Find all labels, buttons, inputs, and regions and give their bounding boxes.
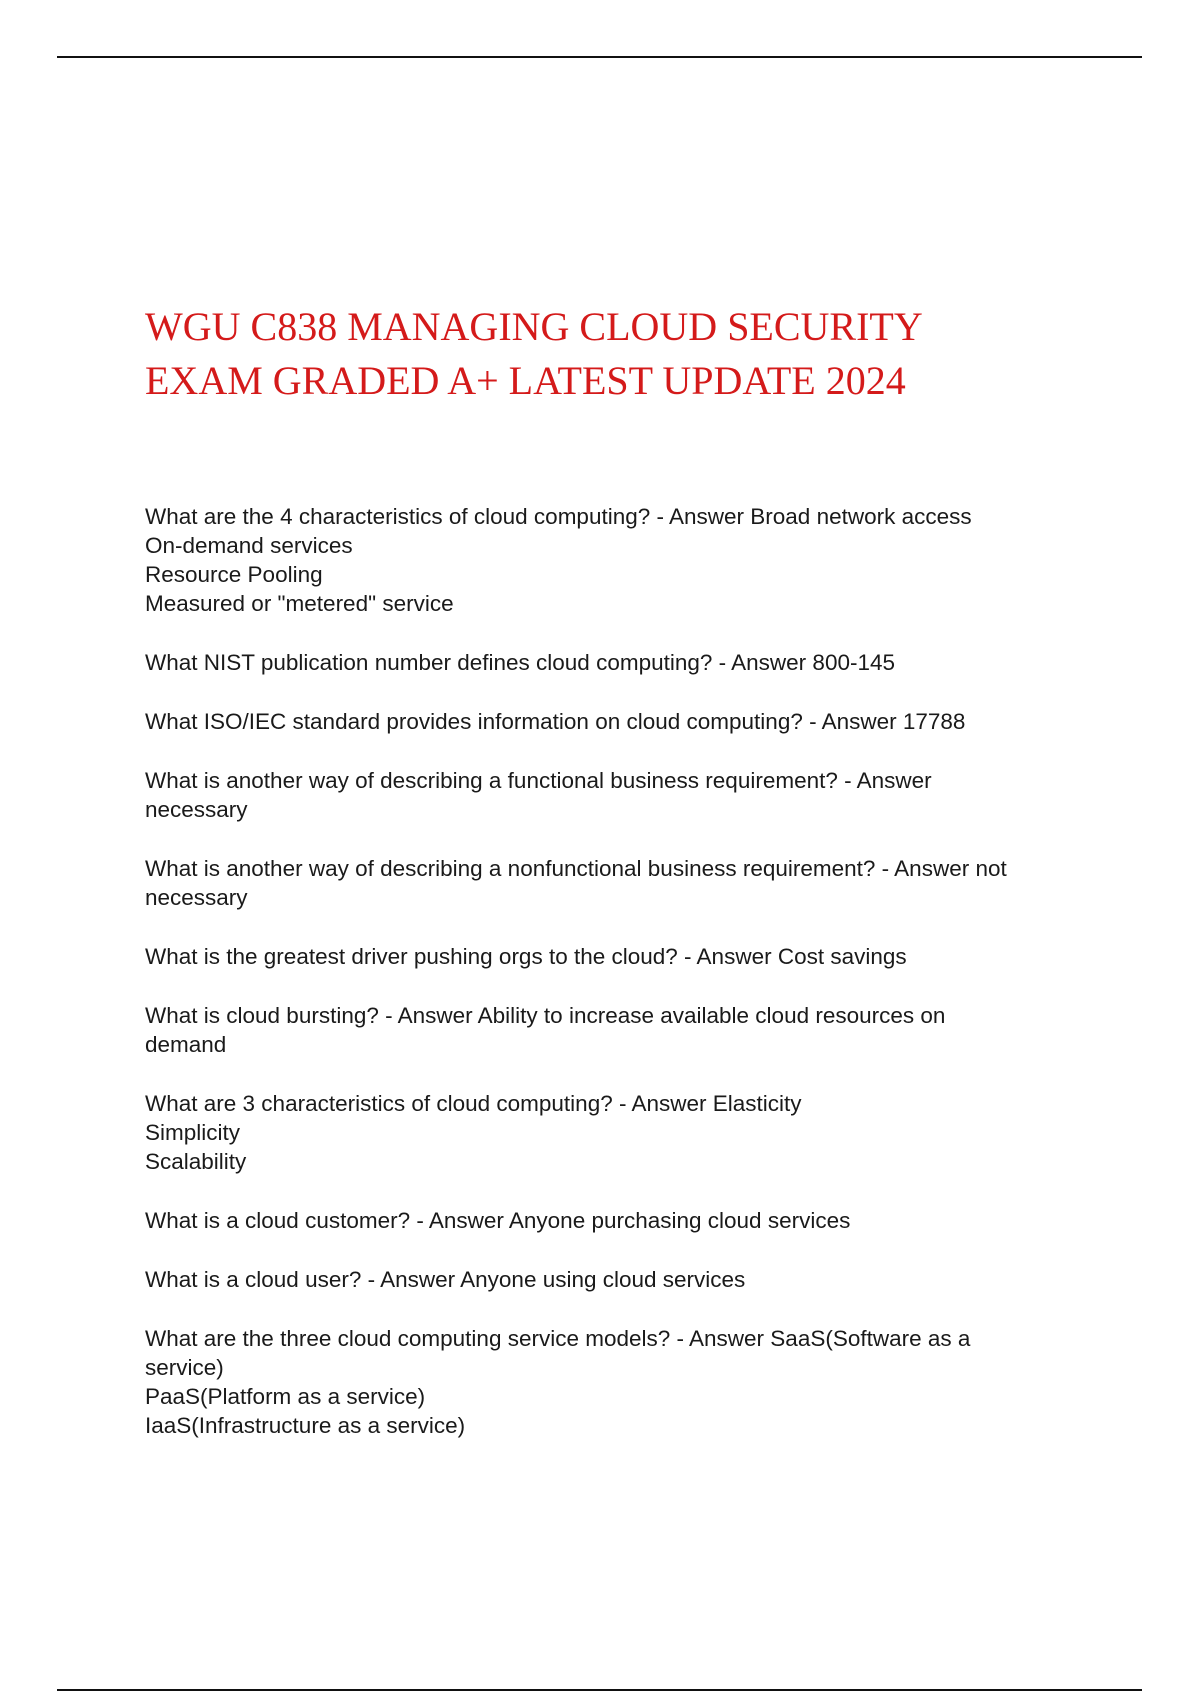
- qa-item: [145, 707, 1090, 736]
- qa-line: What ISO/IEC standard provides information on cloud computing? - Answer 17788: [145, 709, 966, 734]
- qa-line: service): [145, 1355, 224, 1380]
- qa-line: PaaS(Platform as a service): [145, 1384, 426, 1409]
- qa-line: Resource Pooling: [145, 562, 323, 587]
- title-line-2: EXAM GRADED A+ LATEST UPDATE 2024: [145, 358, 906, 403]
- qa-line: necessary: [145, 797, 248, 822]
- qa-item: [145, 1206, 1090, 1235]
- qa-item: [145, 648, 1090, 677]
- qa-item: [145, 854, 1090, 912]
- bottom-rule: [57, 1689, 1142, 1691]
- document-title: [145, 300, 1105, 408]
- qa-item: [145, 502, 1090, 618]
- qa-line: demand: [145, 1032, 227, 1057]
- qa-line: What are 3 characteristics of cloud computing? - Answer Elasticity: [145, 1091, 802, 1116]
- qa-item: [145, 1324, 1090, 1440]
- qa-line: On-demand services: [145, 533, 353, 558]
- qa-line: What is the greatest driver pushing orgs to the cloud? - Answer Cost savings: [145, 944, 907, 969]
- qa-line: What are the 4 characteristics of cloud computing? - Answer Broad network access: [145, 504, 972, 529]
- top-rule: [57, 56, 1142, 58]
- qa-line: What is a cloud customer? - Answer Anyone purchasing cloud services: [145, 1208, 851, 1233]
- qa-line: What is cloud bursting? - Answer Ability to increase available cloud resources on: [145, 1003, 946, 1028]
- qa-line: Scalability: [145, 1149, 247, 1174]
- qa-line: IaaS(Infrastructure as a service): [145, 1413, 466, 1438]
- qa-item: [145, 1089, 1090, 1176]
- qa-line: Simplicity: [145, 1120, 241, 1145]
- title-line-1: WGU C838 MANAGING CLOUD SECURITY: [145, 304, 923, 349]
- qa-item: [145, 1001, 1090, 1059]
- qa-line: What is another way of describing a nonfunctional business requirement? - Answer not: [145, 856, 1007, 881]
- qa-item: [145, 942, 1090, 971]
- qa-line: What is another way of describing a functional business requirement? - Answer: [145, 768, 932, 793]
- qa-line: What NIST publication number defines cloud computing? - Answer 800-145: [145, 650, 896, 675]
- qa-item: [145, 1265, 1090, 1294]
- qa-line: Measured or "metered" service: [145, 591, 454, 616]
- qa-item: [145, 766, 1090, 824]
- qa-line: What is a cloud user? - Answer Anyone using cloud services: [145, 1267, 746, 1292]
- qa-line: necessary: [145, 885, 248, 910]
- qa-line: What are the three cloud computing service models? - Answer SaaS(Software as a: [145, 1326, 971, 1351]
- qa-list: [145, 502, 1090, 1470]
